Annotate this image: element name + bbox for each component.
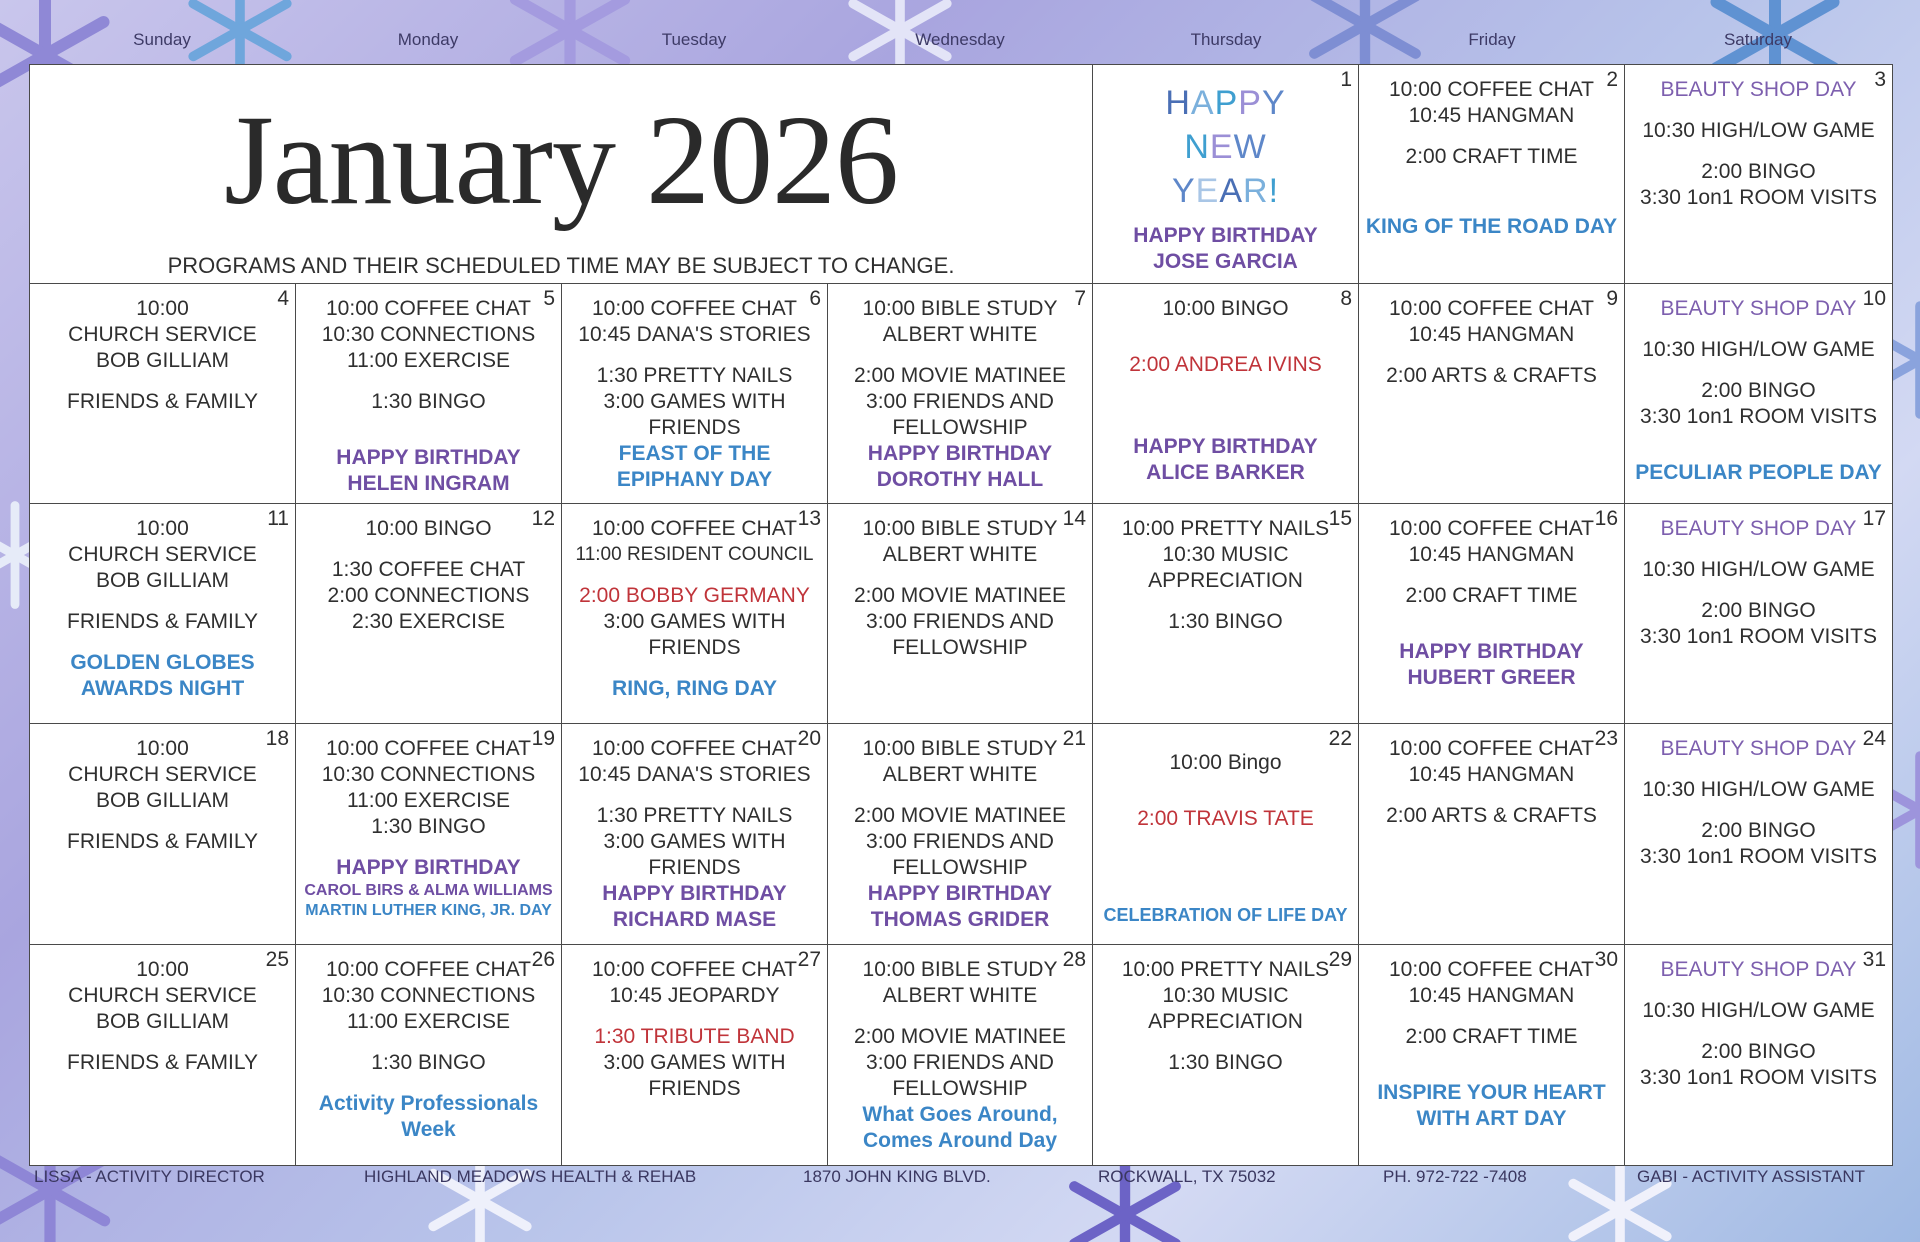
day-cell-23 [1359,724,1625,945]
activity: 1:30 BINGO [371,1051,486,1074]
activity: 10:00 COFFEE CHAT [1389,737,1594,760]
new-year-letter: P [1214,84,1239,122]
new-year-letter: H [1165,84,1191,122]
activity: CHURCH SERVICE [68,763,257,786]
day-number: 20 [797,727,821,750]
new-year-letter: A [1219,172,1244,210]
special-day: RING, RING DAY [612,677,777,700]
birthday-label: HAPPY BIRTHDAY [1399,640,1584,663]
day-number: 11 [267,507,289,530]
activity: 2:00 BINGO [1701,1040,1816,1063]
day-number: 28 [1062,948,1086,971]
activity: ALBERT WHITE [882,543,1038,566]
activity: 1:30 BINGO [371,390,486,413]
birthday-label: HAPPY BIRTHDAY [867,882,1053,905]
activity: 10:00 [136,297,189,320]
weekday-wednesday: Wednesday [915,30,1005,49]
new-year-letter: ! [1268,172,1280,210]
day-number: 5 [543,287,555,310]
day-cell-9 [1359,284,1625,504]
activity: BEAUTY SHOP DAY [1660,737,1857,760]
day-cell-29 [1093,945,1359,1165]
activity: 11:00 EXERCISE [346,1010,511,1033]
activity: 10:30 HIGH/LOW GAME [1642,999,1875,1022]
activity: 10:45 HANGMAN [1408,543,1575,566]
activity: 10:00 PRETTY NAILS [1121,517,1330,540]
entertainer: 2:00 ANDREA IVINS [1129,353,1322,376]
special-day: GOLDEN GLOBES [70,651,255,674]
activity: 10:00 PRETTY NAILS [1121,958,1330,981]
special-day: KING OF THE ROAD DAY [1365,215,1618,238]
activity: ALBERT WHITE [882,763,1038,786]
activity: 10:45 DANA'S STORIES [578,323,811,346]
new-year-letter: Y [1171,172,1196,210]
activity: BOB GILLIAM [95,569,230,592]
day-cell-25 [30,945,296,1165]
activity: 10:45 HANGMAN [1408,984,1575,1007]
weekday-tuesday: Tuesday [661,30,727,49]
day-cell-2 [1359,65,1625,284]
day-cell-6 [562,284,828,504]
activity: 10:00 COFFEE CHAT [326,737,531,760]
activity: 2:00 MOVIE MATINEE [854,804,1066,827]
footer-director: LISSA - ACTIVITY DIRECTOR [34,1167,265,1186]
birthday-name: ALICE BARKER [1146,461,1305,484]
activity: APPRECIATION [1148,1010,1303,1033]
activity: ALBERT WHITE [882,323,1038,346]
new-year-letter: R [1243,172,1269,210]
activity: 10:45 JEOPARDY [609,984,780,1007]
day-number: 1 [1340,68,1352,91]
activity: 10:00 COFFEE CHAT [1389,517,1594,540]
activity: 3:30 1on1 ROOM VISITS [1640,405,1877,428]
day-number: 22 [1328,727,1352,750]
new-year-letter: N [1184,128,1210,166]
activity: FELLOWSHIP [892,636,1028,659]
activity: 2:00 CRAFT TIME [1405,145,1578,168]
footer-address: 1870 JOHN KING BLVD. [803,1167,991,1186]
day-number: 30 [1594,948,1618,971]
activity: 10:00 COFFEE CHAT [592,517,797,540]
activity: 3:30 1on1 ROOM VISITS [1640,625,1877,648]
activity: 10:00 COFFEE CHAT [592,958,797,981]
activity: 10:00 COFFEE CHAT [1389,958,1594,981]
day-number: 18 [265,727,289,750]
activity: 10:45 HANGMAN [1408,323,1575,346]
weekday-friday: Friday [1468,30,1516,49]
day-number: 15 [1328,507,1352,530]
special-day: WITH ART DAY [1416,1107,1567,1130]
weekday-saturday: Saturday [1723,30,1793,49]
birthday-name: RICHARD MASE [612,908,777,931]
activity: FRIENDS & FAMILY [67,1051,258,1074]
activity: 3:30 1on1 ROOM VISITS [1640,1066,1877,1089]
activity: 10:00 BIBLE STUDY [862,517,1058,540]
activity: 3:00 FRIENDS AND [866,1051,1054,1074]
activity: 2:00 ARTS & CRAFTS [1386,364,1597,387]
birthday-name: HUBERT GREER [1407,666,1576,689]
day-number: 26 [531,948,555,971]
activity: 2:30 EXERCISE [352,610,505,633]
footer-city: ROCKWALL, TX 75032 [1098,1167,1276,1186]
day-cell-28 [828,945,1093,1165]
activity: 10:30 HIGH/LOW GAME [1642,119,1875,142]
activity: 2:00 ARTS & CRAFTS [1386,804,1597,827]
special-day: MARTIN LUTHER KING, JR. DAY [305,902,552,919]
birthday-name: HELEN INGRAM [347,472,510,495]
activity: 10:30 CONNECTIONS [321,763,536,786]
new-year-letter: Y [1261,84,1286,122]
day-cell-8 [1093,284,1359,504]
activity: 10:00 [136,958,189,981]
activity: 1:30 PRETTY NAILS [596,364,793,387]
day-number: 25 [265,948,289,971]
birthday-label: HAPPY BIRTHDAY [336,856,521,879]
activity: FRIENDS [648,416,741,439]
new-year-letter: P [1238,84,1262,122]
activity: 1:30 PRETTY NAILS [596,804,793,827]
day-cell-7 [828,284,1093,504]
birthday-label: HAPPY BIRTHDAY [867,442,1053,465]
activity: 10:30 CONNECTIONS [321,323,536,346]
activity: 3:00 GAMES WITH [603,390,786,413]
day-number: 8 [1340,287,1352,310]
activity: 3:00 FRIENDS AND [866,610,1054,633]
footer-assistant: GABI - ACTIVITY ASSISTANT [1637,1167,1865,1186]
birthday-name: DOROTHY HALL [876,468,1044,491]
day-number: 29 [1328,948,1352,971]
weekday-monday: Monday [397,30,459,49]
day-cell-1 [1093,65,1359,284]
activity: 11:00 EXERCISE [346,789,511,812]
day-cell-20 [562,724,828,945]
birthday-label: HAPPY BIRTHDAY [1133,224,1318,247]
day-cell-3 [1625,65,1892,284]
activity: 3:30 1on1 ROOM VISITS [1640,186,1877,209]
day-cell-22 [1093,724,1359,945]
day-number: 10 [1862,287,1886,310]
activity: CHURCH SERVICE [68,323,257,346]
birthday-name: CAROL BIRS & ALMA WILLIAMS [304,882,553,899]
special-day: FEAST OF THE [618,442,771,465]
day-cell-5 [296,284,562,504]
activity: BEAUTY SHOP DAY [1660,78,1857,101]
activity: 10:30 HIGH/LOW GAME [1642,338,1875,361]
day-number: 14 [1062,507,1086,530]
day-number: 19 [531,727,555,750]
day-number: 7 [1074,287,1086,310]
special-day: Activity Professionals [318,1092,539,1115]
activity: FELLOWSHIP [892,856,1028,879]
day-cell-26 [296,945,562,1165]
day-number: 24 [1862,727,1886,750]
day-number: 4 [277,287,289,310]
day-cell-15 [1093,504,1359,724]
activity: 1:30 BINGO [371,815,486,838]
activity: 10:00 COFFEE CHAT [592,297,797,320]
day-cell-31 [1625,945,1892,1165]
day-cell-27 [562,945,828,1165]
day-cell-24 [1625,724,1892,945]
activity: 2:00 CRAFT TIME [1405,584,1578,607]
activity: 2:00 BINGO [1701,160,1816,183]
activity: 2:00 BINGO [1701,379,1816,402]
activity: BEAUTY SHOP DAY [1660,958,1857,981]
activity: 10:30 HIGH/LOW GAME [1642,558,1875,581]
activity: 3:00 FRIENDS AND [866,390,1054,413]
activity: 10:00 BINGO [365,517,492,540]
activity: 10:00 COFFEE CHAT [1389,78,1594,101]
day-cell-12 [296,504,562,724]
activity: 10:30 MUSIC [1162,984,1289,1007]
birthday-name: JOSE GARCIA [1153,250,1298,273]
activity: BOB GILLIAM [95,1010,230,1033]
activity: 10:30 MUSIC [1162,543,1289,566]
activity: FELLOWSHIP [892,1077,1028,1100]
day-cell-30 [1359,945,1625,1165]
activity: 11:00 EXERCISE [346,349,511,372]
special-day: AWARDS NIGHT [80,677,245,700]
activity: 10:00 BIBLE STUDY [862,958,1058,981]
happy-new-year [1093,81,1358,213]
day-cell-14 [828,504,1093,724]
day-number: 13 [797,507,821,530]
activity: 10:30 CONNECTIONS [321,984,536,1007]
activity: 10:45 HANGMAN [1408,104,1575,127]
day-cell-4 [30,284,296,504]
weekday-sunday: Sunday [133,30,191,49]
day-number: 2 [1606,68,1618,91]
new-year-letter: E [1195,172,1220,210]
day-cell-11 [30,504,296,724]
activity: 10:45 DANA'S STORIES [578,763,811,786]
new-year-letter: A [1190,84,1215,122]
activity: 2:00 CRAFT TIME [1405,1025,1578,1048]
activity: 3:00 FRIENDS AND [866,830,1054,853]
day-cell-17 [1625,504,1892,724]
activity: 10:00 BIBLE STUDY [862,737,1058,760]
activity: FRIENDS [648,636,741,659]
activity: 10:00 [136,737,189,760]
activity: FELLOWSHIP [892,416,1028,439]
activity: 3:00 GAMES WITH [603,1051,786,1074]
activity: 3:30 1on1 ROOM VISITS [1640,845,1877,868]
birthday-label: HAPPY BIRTHDAY [336,446,521,469]
day-cell-18 [30,724,296,945]
day-cell-19 [296,724,562,945]
day-number: 17 [1862,507,1886,530]
title-block [30,65,1093,284]
day-number: 21 [1062,727,1086,750]
day-number: 16 [1594,507,1618,530]
entertainer: 1:30 TRIBUTE BAND [594,1025,795,1048]
activity: 2:00 BINGO [1701,599,1816,622]
activity: BOB GILLIAM [95,789,230,812]
day-cell-10 [1625,284,1892,504]
special-day: INSPIRE YOUR HEART [1377,1081,1606,1104]
activity: APPRECIATION [1148,569,1303,592]
day-number: 23 [1594,727,1618,750]
activity: 2:00 MOVIE MATINEE [854,364,1066,387]
special-day: EPIPHANY DAY [616,468,773,491]
activity: 10:00 BIBLE STUDY [862,297,1058,320]
happy-new-year-line [1093,169,1358,213]
schedule-notice: PROGRAMS AND THEIR SCHEDULED TIME MAY BE SUBJECT TO CHANGE. [167,253,955,278]
special-day: Week [401,1118,456,1141]
day-cell-21 [828,724,1093,945]
day-number: 3 [1874,68,1886,91]
activity: BEAUTY SHOP DAY [1660,517,1857,540]
weekday-thursday: Thursday [1190,30,1262,49]
day-cell-16 [1359,504,1625,724]
special-day: Comes Around Day [862,1129,1058,1152]
entertainer: 2:00 BOBBY GERMANY [579,584,810,607]
activity: 1:30 COFFEE CHAT [331,558,526,581]
activity: FRIENDS & FAMILY [67,390,258,413]
activity: FRIENDS [648,856,741,879]
activity: 10:00 [136,517,189,540]
day-number: 31 [1862,948,1886,971]
activity: 2:00 MOVIE MATINEE [854,584,1066,607]
activity: FRIENDS [648,1077,741,1100]
special-day: What Goes Around, [862,1103,1058,1126]
activity: 10:45 HANGMAN [1408,763,1575,786]
birthday-label: HAPPY BIRTHDAY [1133,435,1318,458]
activity: BOB GILLIAM [95,349,230,372]
birthday-label: HAPPY BIRTHDAY [602,882,787,905]
activity: 2:00 BINGO [1701,819,1816,842]
activity: 10:00 COFFEE CHAT [326,297,531,320]
activity: 11:00 RESIDENT COUNCIL [575,544,814,565]
activity: 10:30 HIGH/LOW GAME [1642,778,1875,801]
activity: 10:00 COFFEE CHAT [1389,297,1594,320]
activity: 1:30 BINGO [1168,1051,1283,1074]
happy-new-year-line [1093,81,1358,125]
day-number: 9 [1606,287,1618,310]
activity: 10:00 Bingo [1169,751,1282,774]
activity: FRIENDS & FAMILY [67,830,258,853]
birthday-name: THOMAS GRIDER [870,908,1050,931]
activity: BEAUTY SHOP DAY [1660,297,1857,320]
calendar-title: January 2026 [223,89,899,231]
special-day: PECULIAR PEOPLE DAY [1635,461,1882,484]
new-year-letter: W [1233,128,1267,166]
activity: 2:00 CONNECTIONS [327,584,530,607]
activity: CHURCH SERVICE [68,543,257,566]
footer-phone: PH. 972-722 -7408 [1383,1167,1527,1186]
special-day: CELEBRATION OF LIFE DAY [1103,905,1348,925]
activity: 10:00 COFFEE CHAT [592,737,797,760]
activity: 2:00 MOVIE MATINEE [854,1025,1066,1048]
activity: 3:00 GAMES WITH [603,610,786,633]
happy-new-year-line [1093,125,1358,169]
day-number: 27 [797,948,821,971]
activity: 3:00 GAMES WITH [603,830,786,853]
day-cell-13 [562,504,828,724]
activity: 1:30 BINGO [1168,610,1283,633]
calendar-grid [29,64,1893,1166]
activity: FRIENDS & FAMILY [67,610,258,633]
activity: 10:00 BINGO [1162,297,1289,320]
day-number: 12 [531,507,555,530]
footer-facility: HIGHLAND MEADOWS HEALTH & REHAB [364,1167,697,1186]
day-number: 6 [809,287,821,310]
new-year-letter: E [1209,128,1234,166]
activity: 10:00 COFFEE CHAT [326,958,531,981]
entertainer: 2:00 TRAVIS TATE [1137,807,1314,830]
activity: ALBERT WHITE [882,984,1038,1007]
activity: CHURCH SERVICE [68,984,257,1007]
